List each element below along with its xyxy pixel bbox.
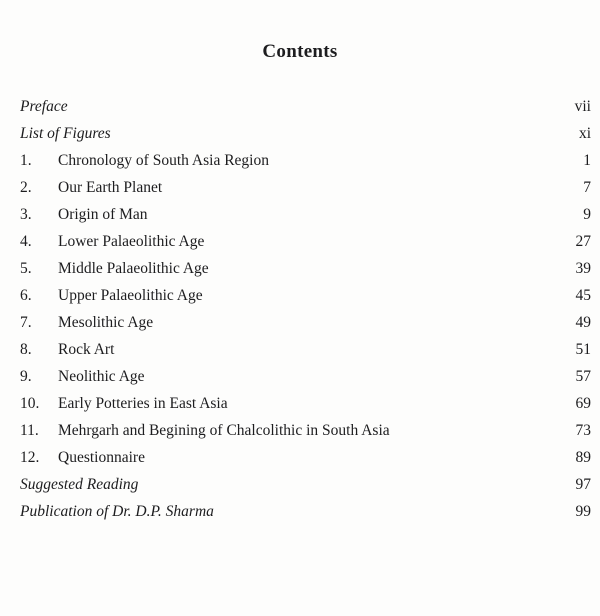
toc-entry-page: vii xyxy=(574,98,591,115)
toc-entry-number: 8. xyxy=(20,341,32,358)
toc-entry-label: Suggested Reading xyxy=(20,476,139,493)
toc-entry-page: 27 xyxy=(575,233,591,250)
toc-entry-number: 5. xyxy=(20,260,32,277)
toc-entry-label: Publication of Dr. D.P. Sharma xyxy=(20,503,214,520)
toc-entry-label: Preface xyxy=(20,98,68,115)
toc-entry-page: 57 xyxy=(575,368,591,385)
toc-entry-label: Origin of Man xyxy=(58,206,148,223)
toc-row xyxy=(20,417,591,444)
toc-row xyxy=(20,309,591,336)
toc-entry-label: Rock Art xyxy=(58,341,115,358)
toc-entry-number: 6. xyxy=(20,287,32,304)
toc-entry-page: 69 xyxy=(575,395,591,412)
toc-entry-number: 12. xyxy=(20,449,40,466)
toc-row xyxy=(20,444,591,471)
toc-row xyxy=(20,498,591,525)
toc-list xyxy=(0,93,600,525)
toc-row xyxy=(20,174,591,201)
toc-entry-page: xi xyxy=(578,125,591,142)
toc-entry-page: 7 xyxy=(583,179,591,196)
toc-row xyxy=(20,471,591,498)
toc-entry-label: Neolithic Age xyxy=(58,368,145,385)
toc-row xyxy=(20,228,591,255)
page-title: Contents xyxy=(262,41,338,62)
toc-entry-number: 9. xyxy=(20,368,32,385)
toc-row xyxy=(20,363,591,390)
toc-entry-page: 49 xyxy=(575,314,591,331)
toc-entry-page: 99 xyxy=(575,503,591,520)
toc-entry-label: Mesolithic Age xyxy=(58,314,154,331)
toc-entry-label: Early Potteries in East Asia xyxy=(58,395,228,412)
toc-entry-number: 3. xyxy=(20,206,32,223)
toc-row xyxy=(20,336,591,363)
toc-entry-label: List of Figures xyxy=(20,125,111,142)
toc-row xyxy=(20,255,591,282)
toc-entry-page: 1 xyxy=(583,152,591,169)
toc-row xyxy=(20,390,591,417)
toc-entry-page: 39 xyxy=(575,260,591,277)
toc-entry-label: Middle Palaeolithic Age xyxy=(58,260,209,277)
toc-entry-number: 7. xyxy=(20,314,32,331)
toc-entry-number: 2. xyxy=(20,179,32,196)
toc-entry-number: 11. xyxy=(20,422,39,439)
toc-entry-page: 9 xyxy=(583,206,591,223)
toc-entry-label: Questionnaire xyxy=(58,449,145,466)
toc-row xyxy=(20,282,591,309)
toc-entry-label: Lower Palaeolithic Age xyxy=(58,233,205,250)
toc-entry-label: Chronology of South Asia Region xyxy=(58,152,269,169)
toc-entry-page: 51 xyxy=(575,341,591,358)
toc-entry-number: 10. xyxy=(20,395,40,412)
toc-entry-page: 89 xyxy=(575,449,591,466)
toc-entry-page: 45 xyxy=(575,287,591,304)
toc-row xyxy=(20,93,591,120)
toc-row xyxy=(20,201,591,228)
toc-entry-number: 4. xyxy=(20,233,32,250)
toc-entry-page: 73 xyxy=(575,422,591,439)
toc-entry-label: Upper Palaeolithic Age xyxy=(58,287,203,304)
toc-entry-page: 97 xyxy=(575,476,591,493)
toc-row xyxy=(20,147,591,174)
toc-entry-label: Mehrgarh and Begining of Chalcolithic in South Asia xyxy=(58,422,390,439)
toc-row xyxy=(20,120,591,147)
toc-entry-label: Our Earth Planet xyxy=(58,179,163,196)
toc-entry-number: 1. xyxy=(20,152,32,169)
